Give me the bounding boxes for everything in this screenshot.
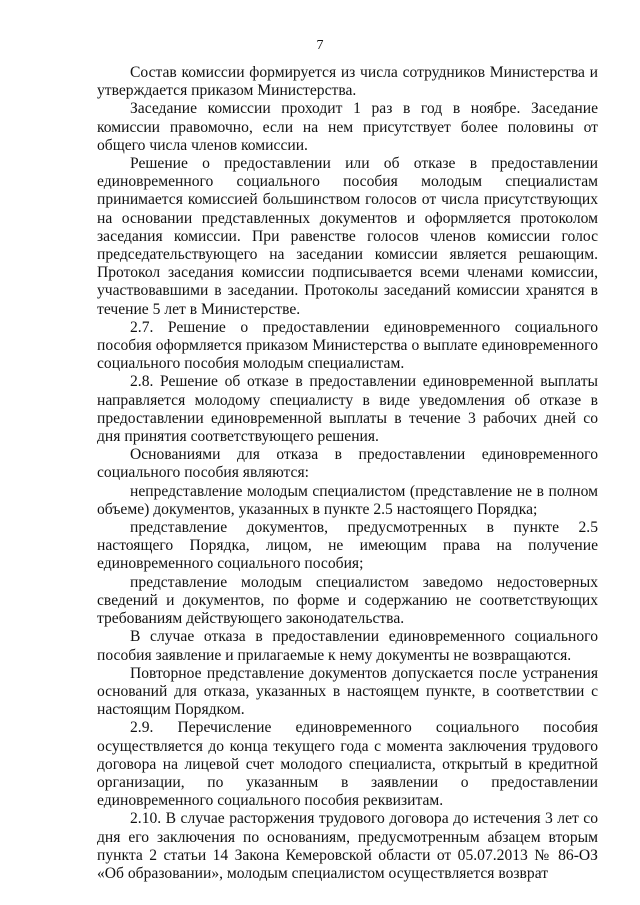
paragraph-commission-meeting: Заседание комиссии проходит 1 раз в год в ноябре. Заседание комиссии правомочно, если на нем присутствует более половины от общего числа членов комиссии.: [97, 100, 598, 154]
paragraph-2-10: 2.10. В случае расторжения трудового договора до истечения 3 лет со дня его заключения по основаниям, предусмотренным абзацем вторым пункта 2 статьи 14 Закона Кемеровской области от 05.07.2013 № 86-ОЗ «Об образовании», молодым специалистом осуществляется возврат: [97, 810, 598, 882]
paragraph-ground-2: представление документов, предусмотренных в пункте 2.5 настоящего Порядка, лицом, не имеющим права на получение единовременного социального пособия;: [97, 519, 598, 573]
paragraph-ground-3: представление молодым специалистом заведомо недостоверных сведений и документов, по форме и содержанию не соответствующих требованиям действующего законодательства.: [97, 573, 598, 628]
paragraph-2-8: 2.8. Решение об отказе в предоставлении единовременной выплаты направляется молодому специалисту в виде уведомления об отказе в предоставлении единовременной выплаты в течение 3 рабочих дней со дня принятия соответствующего решения.: [97, 373, 598, 446]
paragraph-resubmission: Повторное представление документов допускается после устранения оснований для отказа, указанных в настоящем пункте, в соответствии с настоящим Порядком.: [97, 664, 598, 719]
page-number: 7: [316, 38, 324, 53]
paragraph-2-9: 2.9. Перечисление единовременного социального пособия осуществляется до конца текущего года с момента заключения трудового договора на лицевой счет молодого специалиста, открытый в кредитной организации, по указанным в заявлении о предоставлении единовременного социального пособия реквизитам.: [97, 719, 598, 810]
paragraph-2-7: 2.7. Решение о предоставлении единовременного социального пособия оформляется приказом Министерства о выплате единовременного социального пособия молодым специалистам.: [97, 318, 598, 373]
paragraph-commission-decision: Решение о предоставлении или об отказе в предоставлении единовременного социального пособия молодым специалистам принимается комиссией большинством голосов от числа присутствующих на основании представленных документов и оформляется протоколом заседания комиссии. При равенстве голосов членов комиссии голос председательствующего на заседании комиссии является решающим. Протокол заседания комиссии подписывается всеми членами комиссии, участвовавшими в заседании. Протоколы заседаний комиссии хранятся в течение 5 лет в Министерстве.: [97, 155, 598, 318]
paragraph-ground-1: непредставление молодым специалистом (представление не в полном объеме) документов, указанных в пункте 2.5 настоящего Порядка;: [97, 482, 598, 518]
paragraph-commission-composition: Состав комиссии формируется из числа сотрудников Министерства и утверждается приказом Министерства.: [97, 64, 598, 100]
document-body: [97, 64, 598, 883]
paragraph-refusal-grounds: Основаниями для отказа в предоставлении единовременного социального пособия являются:: [97, 446, 598, 482]
paragraph-documents-not-returned: В случае отказа в предоставлении единовременного социального пособия заявление и прилагаемые к нему документы не возвращаются.: [97, 628, 598, 664]
